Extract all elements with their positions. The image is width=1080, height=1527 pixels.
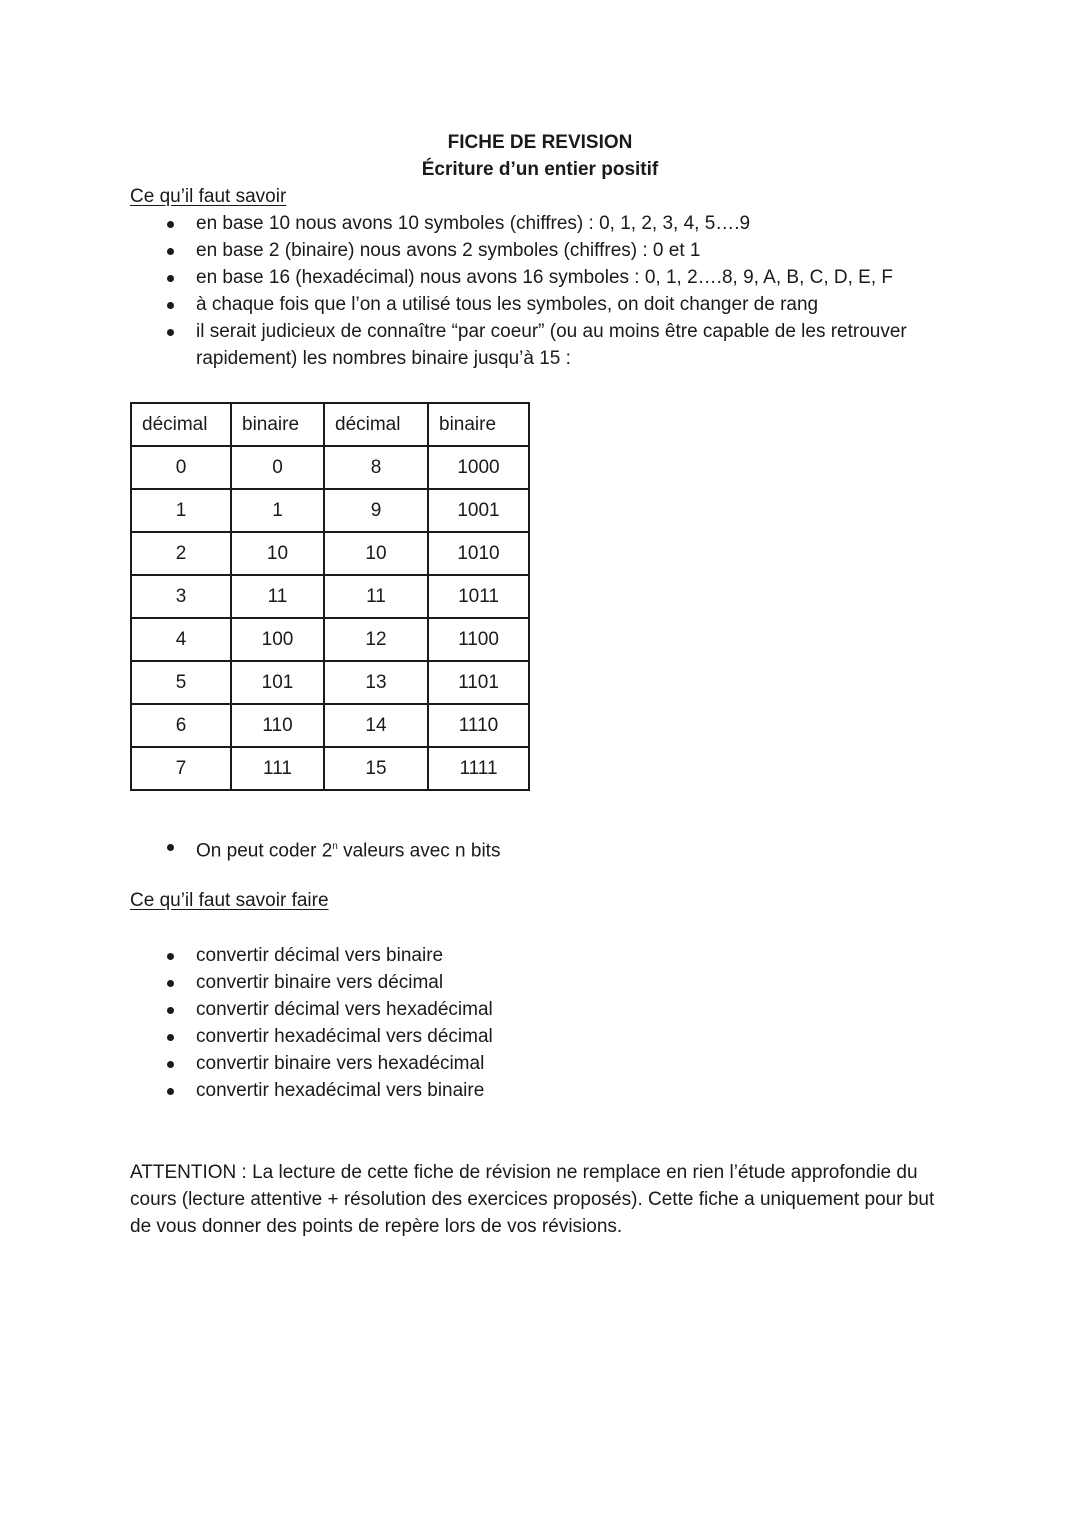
list-item: en base 16 (hexadécimal) nous avons 16 symboles : 0, 1, 2….8, 9, A, B, C, D, E, F <box>130 264 960 291</box>
note-list <box>130 833 960 864</box>
list-item-note <box>130 833 960 864</box>
table-cell: 11 <box>231 575 324 618</box>
list-item: convertir hexadécimal vers décimal <box>130 1023 960 1050</box>
table-row <box>131 532 529 575</box>
table-cell: 1100 <box>428 618 529 661</box>
table-header-cell: binaire <box>428 403 529 446</box>
table-row <box>131 747 529 790</box>
table-cell: 1000 <box>428 446 529 489</box>
note-text-before: On peut coder 2 <box>196 840 333 862</box>
table-cell: 15 <box>324 747 428 790</box>
table-row <box>131 489 529 532</box>
table-cell: 1111 <box>428 747 529 790</box>
table-cell: 10 <box>324 532 428 575</box>
table-cell: 1110 <box>428 704 529 747</box>
table-cell: 101 <box>231 661 324 704</box>
table-cell: 1011 <box>428 575 529 618</box>
table-cell: 0 <box>231 446 324 489</box>
list-item: convertir décimal vers hexadécimal <box>130 996 960 1023</box>
table-cell: 6 <box>131 704 231 747</box>
table-cell: 9 <box>324 489 428 532</box>
list-item: convertir binaire vers hexadécimal <box>130 1050 960 1077</box>
list-item: en base 10 nous avons 10 symboles (chiffres) : 0, 1, 2, 3, 4, 5….9 <box>130 210 960 237</box>
table-row <box>131 446 529 489</box>
savoir-list <box>130 210 960 372</box>
table-cell: 1101 <box>428 661 529 704</box>
table-cell: 5 <box>131 661 231 704</box>
table-cell: 11 <box>324 575 428 618</box>
table-cell: 13 <box>324 661 428 704</box>
table-cell: 110 <box>231 704 324 747</box>
table-cell: 3 <box>131 575 231 618</box>
list-item: convertir décimal vers binaire <box>130 942 960 969</box>
table-cell: 14 <box>324 704 428 747</box>
note-text-after: valeurs avec n bits <box>337 840 501 862</box>
note-exponent: n <box>332 841 338 852</box>
table-cell: 100 <box>231 618 324 661</box>
table-cell: 10 <box>231 532 324 575</box>
list-item: en base 2 (binaire) nous avons 2 symboles (chiffres) : 0 et 1 <box>130 237 960 264</box>
table-cell: 111 <box>231 747 324 790</box>
table-cell: 2 <box>131 532 231 575</box>
list-item: convertir hexadécimal vers binaire <box>130 1077 960 1104</box>
table-row <box>131 618 529 661</box>
table-cell: 1001 <box>428 489 529 532</box>
savoir-faire-list <box>130 942 960 1104</box>
binary-table <box>130 402 530 791</box>
table-header-cell: binaire <box>231 403 324 446</box>
table-cell: 12 <box>324 618 428 661</box>
table-cell: 4 <box>131 618 231 661</box>
table-cell: 1010 <box>428 532 529 575</box>
document-title: FICHE DE REVISION <box>447 132 633 153</box>
table-row <box>131 661 529 704</box>
table-cell: 7 <box>131 747 231 790</box>
table-cell: 1 <box>231 489 324 532</box>
table-cell: 0 <box>131 446 231 489</box>
table-row <box>131 704 529 747</box>
table-row <box>131 575 529 618</box>
attention-paragraph: ATTENTION : La lecture de cette fiche de révision ne remplace en rien l’étude approfondie du cours (lecture attentive + résolution des exercices proposés). Cette fiche a uniquement pour but de vous donner des points de repère lors de vos révisions. <box>130 1162 935 1237</box>
section-heading-savoir: Ce qu’il faut savoir <box>130 186 287 207</box>
list-item: à chaque fois que l’on a utilisé tous les symboles, on doit changer de rang <box>130 291 960 318</box>
list-item: il serait judicieux de connaître “par coeur” (ou au moins être capable de les retrouver rapidement) les nombres binaire jusqu’à 15 : <box>130 318 960 372</box>
document-subtitle: Écriture d’un entier positif <box>421 159 659 180</box>
table-header-cell: décimal <box>131 403 231 446</box>
table-header-cell: décimal <box>324 403 428 446</box>
table-cell: 8 <box>324 446 428 489</box>
table-header-row <box>131 403 529 446</box>
list-item: convertir binaire vers décimal <box>130 969 960 996</box>
section-heading-savoir-faire: Ce qu’il faut savoir faire <box>130 890 329 911</box>
table-cell: 1 <box>131 489 231 532</box>
